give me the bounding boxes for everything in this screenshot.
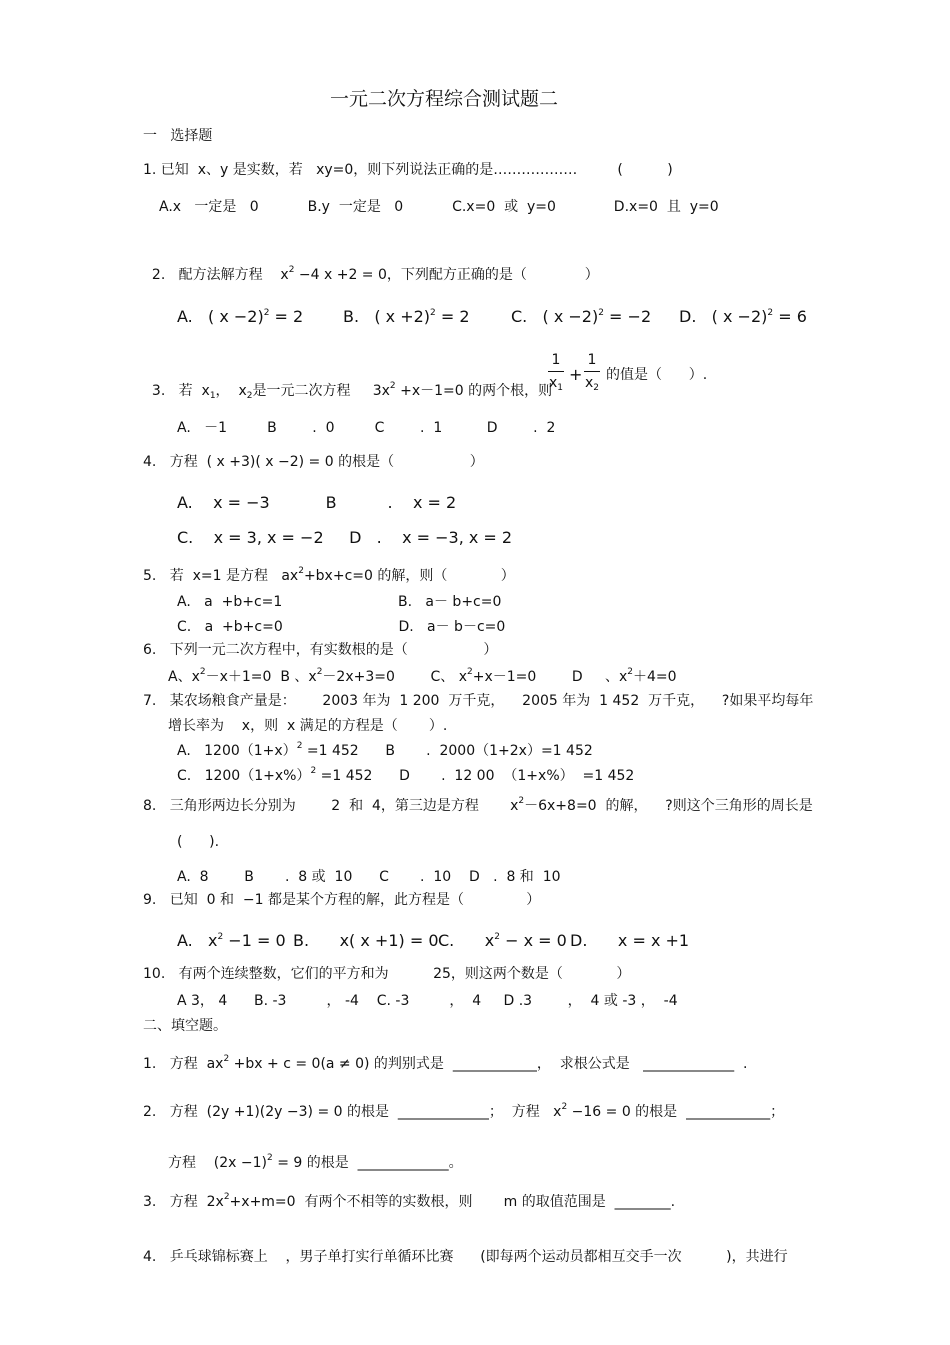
- f1-part: 1. 方程 ax: [143, 1056, 224, 1072]
- q2-option-a-part: A. ( x −2): [177, 307, 264, 326]
- q9-option-a-part: A. x: [177, 931, 218, 950]
- question-9-option-a: [177, 931, 286, 950]
- exponent: 2: [467, 667, 473, 677]
- exponent: 2: [598, 308, 604, 318]
- fraction-1-over-x1: [548, 352, 564, 391]
- question-7-options-ab: [177, 743, 593, 760]
- q3-stem-part: 是一元二次方程 3x: [252, 382, 390, 399]
- fraction-numerator: 1: [551, 352, 561, 368]
- fill-question-2: [143, 1104, 784, 1121]
- f1-part: +bx + c = 0(a ≠ 0) 的判别式是 ____________， 求根公式是 _____________ .: [229, 1056, 748, 1072]
- question-3-stem: [143, 366, 552, 400]
- section-heading-fill: 二、填空题。: [143, 1018, 227, 1034]
- fill-question-4: 4. 乒乓球锦标赛上 ，男子单打实行单循环比赛 (即每两个运动员都相互交手一次 )，共进行: [143, 1249, 788, 1265]
- question-9-option-c: [438, 931, 567, 950]
- question-7-line-1: 7. 某农场粮食产量是： 2003 年为 1 200 万千克， 2005 年为 1 452 万千克， ?如果平均每年: [143, 693, 814, 709]
- exponent: 2: [199, 667, 206, 677]
- q8-stem-part: 8. 三角形两边长分别为 2 和 4，第三边是方程 x: [143, 798, 519, 814]
- question-1-stem: 1. 已知 x、y 是实数，若 xy=0，则下列说法正确的是……………… ( ): [143, 162, 673, 178]
- q6-option-part: －2x+3=0 C、 x: [322, 669, 468, 685]
- question-2-option-d: [679, 307, 807, 326]
- question-5-stem: [143, 568, 515, 585]
- q2-option-d-part: = 6: [773, 307, 807, 326]
- q6-option-part: －x＋1=0 B 、x: [205, 669, 317, 685]
- fraction-denominator: [549, 375, 563, 391]
- exponent: 2: [263, 308, 270, 318]
- exponent: 2: [298, 566, 304, 576]
- fill-question-3: [143, 1194, 675, 1211]
- exponent: 2: [627, 667, 633, 677]
- fraction-denominator-var: x: [548, 375, 558, 391]
- exponent: 2: [494, 932, 500, 942]
- fraction-bar: [548, 371, 564, 372]
- exponent: 2: [223, 1192, 230, 1202]
- question-2-option-b: [343, 307, 470, 326]
- question-10-stem: 10. 有两个连续整数，它们的平方和为 25，则这两个数是（ ）: [143, 966, 631, 982]
- question-4-options-cd: C. x = 3, x = −2 D . x = −3, x = 2: [177, 528, 513, 547]
- q9-option-a-part: −1 = 0: [223, 931, 286, 950]
- f3-part: +x+m=0 有两个不相等的实数根，则 m 的取值范围是 ________.: [229, 1194, 676, 1210]
- q5-stem-part: +bx+c=0 的解，则（ ）: [303, 568, 515, 584]
- f2-part: = 9 的根是 _____________。: [272, 1155, 463, 1171]
- q6-option-part: A、x: [168, 669, 200, 685]
- f3-part: 3. 方程 2x: [143, 1194, 224, 1210]
- subscript: 2: [246, 390, 253, 401]
- fraction-numerator: 1: [587, 352, 597, 368]
- question-9-stem: 9. 已知 0 和 −1 都是某个方程的解，此方程是（ ）: [143, 892, 541, 908]
- fill-question-1: [143, 1056, 747, 1073]
- question-3-tail: 的值是（ ）.: [606, 367, 708, 383]
- question-10-options: A 3， 4 B. -3 ， -4 C. -3 ， 4 D .3 ， 4 或 -3 ， -4: [177, 993, 678, 1009]
- q2-option-c-part: C. ( x −2): [511, 307, 599, 326]
- q3-stem-part: +x－1=0 的两个根，则: [395, 382, 553, 399]
- question-7-line-2: 增长率为 x，则 x 满足的方程是（ ）.: [168, 718, 448, 734]
- exponent: 2: [310, 766, 317, 776]
- question-9-option-d: D. x = x +1: [570, 931, 690, 950]
- exponent: 2: [267, 1153, 273, 1163]
- question-3-options: A. －1 B . 0 C . 1 D . 2: [177, 420, 556, 436]
- fill-question-2-line-2: [168, 1155, 463, 1172]
- q2-option-b-part: B. ( x +2): [343, 307, 431, 326]
- q5-stem-part: 5. 若 x=1 是方程 ax: [143, 568, 299, 584]
- subscript: 1: [557, 383, 564, 393]
- question-5-options-ab: A. a +b+c=1 B. a－ b+c=0: [177, 594, 502, 610]
- q2-stem-part: 2. 配方法解方程 x: [151, 266, 289, 283]
- question-8-line-2: ( ).: [177, 834, 220, 850]
- fraction-denominator: [585, 375, 599, 391]
- q2-option-c-part: = −2: [603, 307, 652, 326]
- fraction-1-over-x2: [584, 352, 600, 391]
- question-5-options-cd: C. a +b+c=0 D. a－ b－c=0: [177, 619, 506, 635]
- plus-sign: +: [569, 365, 583, 384]
- exponent: 2: [217, 932, 224, 942]
- exponent: 2: [561, 1102, 568, 1112]
- q9-option-c-part: C. x: [438, 931, 495, 950]
- question-4-stem: 4. 方程 ( x +3)( x −2) = 0 的根是（ ）: [143, 454, 484, 470]
- f2-part: −16 = 0 的根是 ____________；: [567, 1104, 785, 1120]
- question-6-stem: 6. 下列一元二次方程中，有实数根的是（ ）: [143, 642, 498, 658]
- question-2-stem: [143, 250, 599, 284]
- q2-option-d-part: D. ( x −2): [679, 307, 768, 326]
- question-8-options: A. 8 B . 8 或 10 C . 10 D . 8 和 10: [177, 869, 561, 885]
- q8-stem-part: －6x+8=0 的解， ?则这个三角形的周长是: [524, 798, 813, 814]
- q2-stem-part: −4 x +2 = 0，下列配方正确的是（ ）: [294, 266, 599, 283]
- section-heading-choice: 一 选择题: [143, 128, 213, 144]
- question-2-option-c: [511, 307, 651, 326]
- q2-option-b-part: = 2: [435, 307, 470, 326]
- exponent: 2: [296, 741, 303, 751]
- question-7-options-cd: [177, 768, 634, 785]
- exponent: 2: [288, 264, 295, 275]
- question-9-option-b: B. x( x +1) = 0: [293, 931, 439, 950]
- question-4-options-ab: A. x = −3 B . x = 2: [177, 493, 457, 512]
- q3-stem-part: 3. 若 x: [151, 382, 210, 399]
- question-2-option-a: [177, 307, 303, 326]
- q7-option-part: =1 452 D . 12 00 （1+x%） =1 452: [316, 768, 635, 784]
- q2-option-a-part: = 2: [269, 307, 304, 326]
- page-title: 一元二次方程综合测试题二: [330, 88, 559, 110]
- exponent: 2: [223, 1054, 230, 1064]
- q6-option-part: +x－1=0 D 、x: [472, 669, 628, 685]
- question-8-line-1: [143, 798, 813, 815]
- subscript: 1: [209, 390, 216, 401]
- f2-part: 2. 方程 (2y +1)(2y −3) = 0 的根是 _____________； 方程 x: [143, 1104, 562, 1120]
- question-1-options: A.x 一定是 0 B.y 一定是 0 C.x=0 或 y=0 D.x=0 且 y=0: [159, 199, 719, 215]
- q7-option-part: A. 1200（1+x）: [177, 743, 297, 759]
- q7-option-part: C. 1200（1+x%）: [177, 768, 311, 784]
- q3-stem-part: ， x: [215, 382, 247, 399]
- exponent: 2: [389, 380, 396, 391]
- q9-option-c-part: − x = 0: [499, 931, 567, 950]
- q7-option-part: =1 452 B . 2000（1+2x）=1 452: [302, 743, 593, 759]
- exponent: 2: [430, 308, 436, 318]
- fraction-bar: [584, 371, 600, 372]
- subscript: 2: [593, 383, 600, 393]
- exponent: 2: [518, 796, 525, 806]
- exponent: 2: [316, 667, 323, 677]
- question-6-options: [168, 669, 677, 686]
- f2-part: 方程 (2x −1): [168, 1155, 268, 1171]
- q6-option-part: ＋4=0: [632, 669, 677, 685]
- exponent: 2: [767, 308, 774, 318]
- fraction-denominator-var: x: [584, 375, 594, 391]
